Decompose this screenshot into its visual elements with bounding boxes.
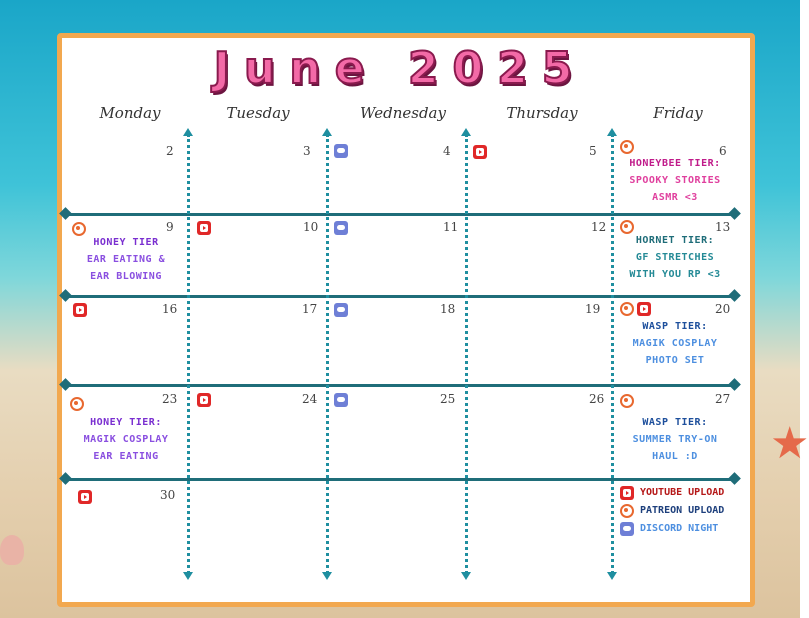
- date-27[interactable]: 27: [715, 392, 731, 406]
- patreon-icon: [620, 140, 634, 154]
- patreon-icon: [70, 397, 84, 411]
- column-divider: [326, 134, 329, 574]
- note-line: HORNET TIER:: [635, 235, 715, 246]
- seashell-decoration: [0, 535, 24, 565]
- patreon-icon: [620, 504, 634, 518]
- youtube-icon: [73, 303, 87, 317]
- date-9[interactable]: 9: [166, 220, 174, 234]
- calendar-title: June 2025: [213, 43, 587, 94]
- date-26[interactable]: 26: [589, 392, 605, 406]
- event-note-6: [614, 155, 736, 206]
- date-20[interactable]: 20: [715, 302, 731, 316]
- note-line: HONEY TIER: [93, 237, 159, 248]
- day-monday: Monday: [99, 104, 161, 122]
- note-line: WITH YOU RP <3: [629, 269, 721, 280]
- date-2[interactable]: 2: [166, 144, 174, 158]
- note-line: SUMMER TRY-ON: [632, 434, 718, 445]
- discord-icon: [334, 303, 348, 317]
- legend-label: DISCORD NIGHT: [640, 523, 719, 534]
- note-line: ASMR <3: [652, 192, 698, 203]
- date-30[interactable]: 30: [160, 488, 176, 502]
- date-10[interactable]: 10: [303, 220, 319, 234]
- note-line: MAGIK COSPLAY: [632, 338, 718, 349]
- date-12[interactable]: 12: [591, 220, 607, 234]
- discord-icon: [334, 144, 348, 158]
- discord-icon: [334, 221, 348, 235]
- column-divider: [465, 134, 468, 574]
- date-6[interactable]: 6: [719, 144, 727, 158]
- event-note-13: [614, 232, 736, 283]
- week-divider: [66, 213, 734, 216]
- event-note-27: [614, 414, 736, 465]
- date-4[interactable]: 4: [443, 144, 451, 158]
- legend-label: PATREON UPLOAD: [640, 505, 725, 516]
- date-25[interactable]: 25: [440, 392, 456, 406]
- day-friday: Friday: [653, 104, 703, 122]
- note-line: MAGIK COSPLAY: [83, 434, 169, 445]
- note-line: EAR EATING &: [86, 254, 166, 265]
- event-note-9: [66, 234, 186, 285]
- week-divider: [66, 384, 734, 387]
- discord-icon: [620, 522, 634, 536]
- youtube-icon: [473, 145, 487, 159]
- note-line: WASP TIER:: [642, 417, 708, 428]
- date-3[interactable]: 3: [303, 144, 311, 158]
- week-divider: [66, 295, 734, 298]
- date-5[interactable]: 5: [589, 144, 597, 158]
- date-23[interactable]: 23: [162, 392, 178, 406]
- note-line: HONEY TIER:: [90, 417, 162, 428]
- date-19[interactable]: 19: [585, 302, 601, 316]
- note-line: SPOOKY STORIES: [629, 175, 721, 186]
- patreon-icon: [620, 394, 634, 408]
- date-17[interactable]: 17: [302, 302, 318, 316]
- youtube-icon: [197, 221, 211, 235]
- day-thursday: Thursday: [506, 104, 578, 122]
- note-line: HONEYBEE TIER:: [629, 158, 721, 169]
- youtube-icon: [197, 393, 211, 407]
- event-note-23: [66, 414, 186, 465]
- discord-icon: [334, 393, 348, 407]
- week-divider: [66, 478, 734, 481]
- note-line: EAR BLOWING: [90, 271, 162, 282]
- starfish-decoration: ★: [770, 419, 809, 468]
- note-line: PHOTO SET: [645, 355, 705, 366]
- date-16[interactable]: 16: [162, 302, 178, 316]
- note-line: GF STRETCHES: [635, 252, 715, 263]
- day-tuesday: Tuesday: [226, 104, 290, 122]
- note-line: EAR EATING: [93, 451, 159, 462]
- event-note-20: [614, 318, 736, 369]
- date-24[interactable]: 24: [302, 392, 318, 406]
- youtube-icon: [620, 486, 634, 500]
- date-18[interactable]: 18: [440, 302, 456, 316]
- youtube-icon: [78, 490, 92, 504]
- date-13[interactable]: 13: [715, 220, 731, 234]
- note-line: WASP TIER:: [642, 321, 708, 332]
- patreon-icon: [620, 302, 634, 316]
- date-11[interactable]: 11: [443, 220, 459, 234]
- column-divider: [187, 134, 190, 574]
- note-line: HAUL :D: [652, 451, 698, 462]
- day-wednesday: Wednesday: [360, 104, 446, 122]
- youtube-icon: [637, 302, 651, 316]
- legend-label: YOUTUBE UPLOAD: [640, 487, 725, 498]
